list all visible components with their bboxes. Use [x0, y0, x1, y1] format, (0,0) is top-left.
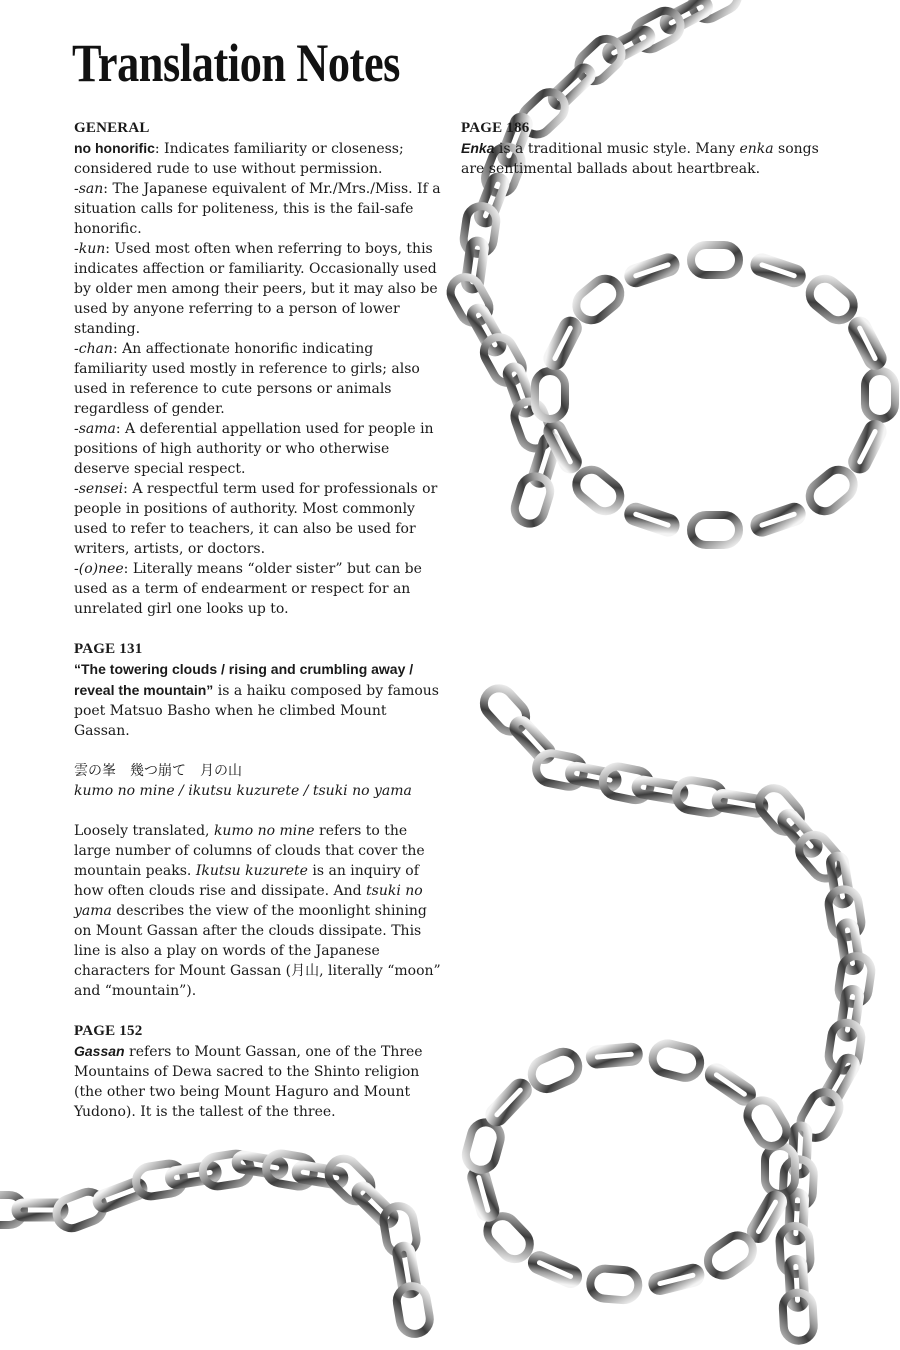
chain-link	[850, 319, 884, 368]
page131-heading: PAGE 131	[74, 641, 143, 657]
chain-link	[462, 1119, 504, 1173]
chain-link	[691, 245, 739, 275]
page-title: Translation Notes	[72, 33, 401, 93]
chain-link	[788, 1259, 804, 1308]
page186-heading: PAGE 186	[461, 120, 530, 136]
chain-link	[804, 273, 860, 327]
chain-link	[651, 1267, 701, 1292]
general-entries	[74, 138, 446, 619]
entry-term: -(o)nee	[74, 561, 124, 577]
chain-link	[753, 505, 803, 534]
page131-haiku-note	[74, 659, 446, 741]
chain-link	[589, 1268, 639, 1302]
chain-link	[572, 33, 628, 88]
chain-link	[788, 1192, 804, 1241]
chain-link	[627, 256, 677, 285]
enka-term: Enka	[461, 140, 495, 156]
chain-link	[662, 0, 711, 32]
translation-text: describes the view of the moonlight shining on Mount Gassan after the clouds dissipate. This line is also a play on words of the Japanese characters for Mount Gassan (月山, literally “moon” and “mountain”).	[74, 903, 441, 999]
chain-link	[570, 273, 626, 327]
enka-text: is a traditional music style. Many	[494, 141, 740, 157]
right-column	[461, 118, 833, 179]
haiku-note-text: is a haiku composed by famous poet Matsuo Basho when he climbed Mount Gassan.	[74, 683, 439, 739]
entry-no-honorific	[74, 138, 446, 179]
chain-link	[691, 515, 739, 545]
translation-term: tsuki no yama	[74, 883, 423, 919]
chain-link	[804, 464, 860, 518]
chain-link	[570, 464, 626, 518]
general-heading: GENERAL	[74, 120, 150, 136]
translation-term: Ikutsu kuzurete	[195, 863, 308, 879]
chain-link	[478, 682, 533, 738]
enka-text: songs are sentimental ballads about heartbreak.	[461, 141, 819, 177]
page186-note	[461, 138, 833, 179]
left-column	[74, 118, 446, 1122]
gassan-term: Gassan	[74, 1043, 125, 1059]
chain-link	[295, 1164, 345, 1186]
entry-onee	[74, 559, 446, 619]
translation-text: is an inquiry of how often clouds rise and dissipate. And	[74, 863, 419, 899]
entry-term: -sensei	[74, 481, 124, 497]
entry-term: -chan	[74, 341, 113, 357]
translation-text: refers to the large number of columns of clouds that cover the mountain peaks.	[74, 823, 425, 879]
haiku-romaji: kumo no mine / ikutsu kuzurete / tsuki no yama	[74, 783, 412, 799]
chain-link	[535, 371, 565, 419]
entry-term: -sama	[74, 421, 116, 437]
chain-link	[549, 65, 594, 108]
entry-text: : A deferential appellation used for people in positions of high authority or who otherwise deserve special respect.	[74, 421, 434, 477]
chain-link	[530, 1253, 580, 1285]
chain-link	[702, 1230, 759, 1282]
gassan-text: refers to Mount Gassan, one of the Three Mountains of Dewa sacred to the Shinto religion (the other two being Mount Haguro and Mount Yudono). It is the tallest of the three.	[74, 1044, 423, 1120]
chain-link	[795, 1087, 845, 1144]
entry-san	[74, 179, 446, 239]
haiku-quote: “The towering clouds / rising and crumbling away / reveal the mountain”	[74, 661, 414, 698]
entry-chan	[74, 339, 446, 419]
page152-note	[74, 1041, 446, 1122]
entry-sensei	[74, 479, 446, 559]
chain-link	[850, 422, 884, 471]
entry-text: : The Japanese equivalent of Mr./Mrs./Miss. If a situation calls for politeness, this is the fail-safe honorific.	[74, 181, 441, 237]
chain-link	[649, 1040, 703, 1081]
chain-link	[527, 1047, 583, 1094]
entry-term: -kun	[74, 241, 106, 257]
page152-heading: PAGE 152	[74, 1023, 143, 1039]
chain-link	[742, 1095, 792, 1152]
translation-term: kumo no mine	[213, 823, 315, 839]
chain-link	[707, 1065, 754, 1104]
chain-link	[627, 505, 677, 534]
chain-link	[865, 371, 895, 419]
chain-link	[604, 28, 653, 63]
chain-link	[590, 1047, 639, 1065]
chain-link	[487, 1080, 530, 1124]
entry-text: : A respectful term used for professionals or people in positions of authority. Most commonly used to refer to teachers, it can also be used for writers, artists, or doctors.	[74, 481, 438, 557]
entry-text: : Literally means “older sister” but can be used as a term of endearment or respect for an unrelated girl one looks up to.	[74, 561, 422, 617]
entry-kun	[74, 239, 446, 339]
entry-text: : Indicates familiarity or closeness; considered rude to use without permission.	[74, 141, 404, 177]
entry-text: : Used most often when referring to boys, this indicates affection or familiarity. Occasionally used by older men among their peers, but it may also be used by anyone referring to a person of lower standing.	[74, 241, 438, 337]
entry-sama	[74, 419, 446, 479]
entry-text: : An affectionate honorific indicating familiarity used mostly in reference to girls; also used in reference to cute persons or animals regardless of gender.	[74, 341, 420, 417]
page131-translation	[74, 821, 446, 1001]
enka-term-inline: enka	[739, 141, 774, 157]
entry-term: no honorific	[74, 140, 155, 156]
chain-link	[753, 782, 807, 838]
haiku-japanese: 雲の峯 幾つ崩て 月の山	[74, 763, 242, 779]
chain-link	[322, 1152, 377, 1207]
translation-text: Loosely translated,	[74, 823, 214, 839]
entry-term: -san	[74, 181, 104, 197]
chain-link	[782, 1292, 814, 1341]
chain-link	[753, 256, 803, 285]
chain-link	[470, 1169, 496, 1219]
chain-link	[545, 319, 579, 368]
